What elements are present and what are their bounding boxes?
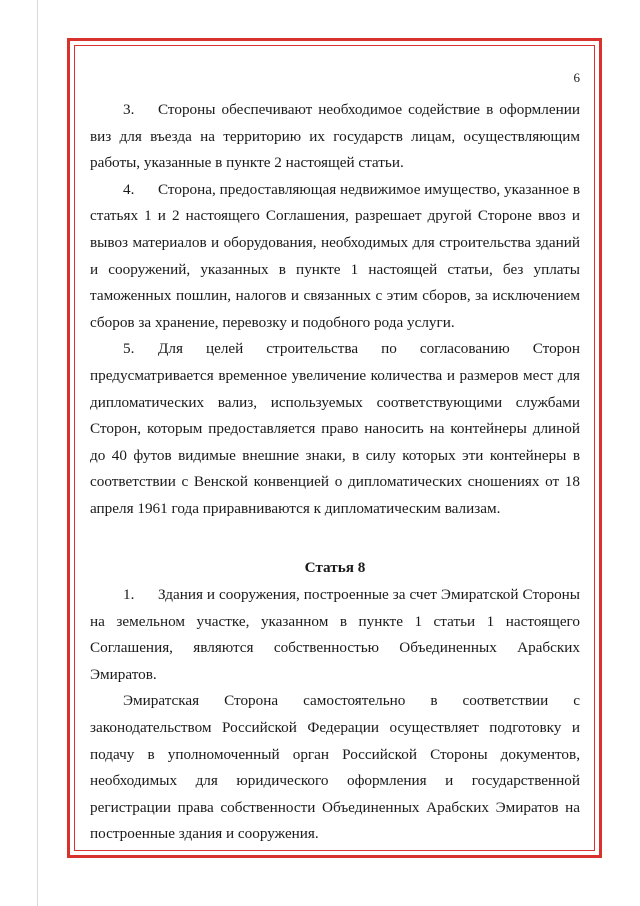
page-edge-line (37, 0, 38, 906)
paragraph-number: 1. (123, 586, 135, 604)
paragraph-number: 3. (123, 101, 135, 118)
document-body (90, 97, 580, 848)
paragraph-text: Эмиратская Сторона самостоятельно в соответствии с законодательством Российской Федерации осуществляет подготовку и подачу в уполномоченный орган Российской Стороны документов, необходимых для юридического оформления и государственной регистрации права собственности Объединенных Арабских Эмиратов на построенные здания и сооружения. (90, 692, 580, 843)
article8-paragraph-2 (90, 688, 580, 848)
paragraph-text: Для целей строительства по согласованию Сторон предусматривается временное увеличение количества и размеров мест для дипломатических вализ, используемых соответствующими службами Сторон, которым предоставляется право наносить на контейнеры длиной до 40 футов видимые внешние знаки, в силу которых эти контейнеры в соответствии с Венской конвенцией о дипломатических сношениях от 18 апреля 1961 года приравниваются к дипломатическим вализам. (90, 340, 580, 517)
paragraph-text: Здания и сооружения, построенные за счет Эмиратской Стороны на земельном участке, указанном в пункте 1 статьи 1 настоящего Соглашения, являются собственностью Объединенных Арабских Эмиратов. (90, 586, 580, 683)
paragraph-number: 5. (123, 340, 135, 358)
paragraph-number: 4. (123, 180, 135, 198)
paragraph-text: Стороны обеспечивают необходимое содействие в оформлении виз для въезда на территорию их государств лицам, осуществляющим работы, указанные в пункте 2 настоящей статьи. (90, 101, 580, 172)
paragraph-5 (90, 336, 580, 522)
article-heading: Статья 8 (304, 558, 366, 576)
article8-paragraph-1 (90, 582, 580, 688)
paragraph-4 (90, 177, 580, 337)
paragraph-text: Сторона, предоставляющая недвижимое имущество, указанное в статьях 1 и 2 настоящего Соглашения, разрешает другой Стороне ввоз и вывоз материалов и оборудования, необходимых для строительства зданий и сооружений, указанных в пункте 1 настоящей статьи, без уплаты таможенных пошлин, налогов и связанных с этим сборов, за исключением сборов за хранение, перевозку и подобного рода услуги. (90, 180, 580, 331)
paragraph-3 (90, 97, 580, 177)
page-number: 6 (573, 70, 580, 85)
